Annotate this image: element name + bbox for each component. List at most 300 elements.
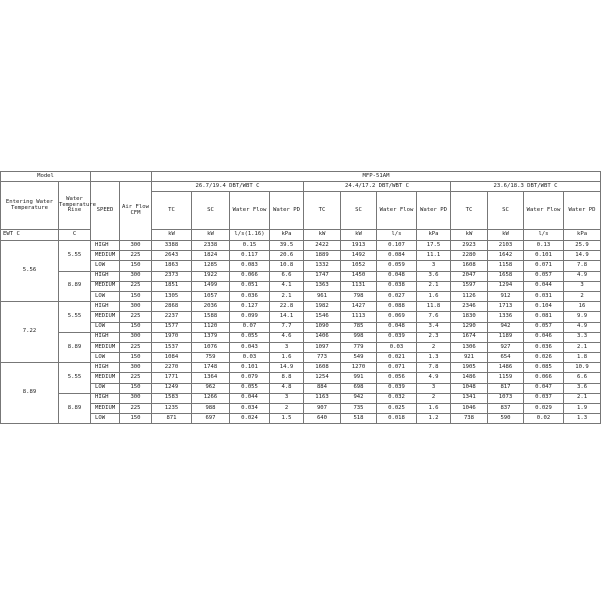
table-row xyxy=(1,393,601,403)
value-cell: 0.059 xyxy=(377,261,417,271)
unit-cell: kPa xyxy=(270,230,304,241)
value-cell: 698 xyxy=(341,383,377,393)
ewt-cell: 8.89 xyxy=(1,363,59,424)
value-cell: 1713 xyxy=(488,302,524,312)
value-cell: 0.127 xyxy=(230,302,270,312)
value-cell: 0.085 xyxy=(524,363,564,373)
speed-cell: LOW xyxy=(91,291,120,301)
value-cell: 654 xyxy=(488,353,524,363)
water-rise-cell: 5.55 xyxy=(59,363,91,394)
airflow-cell: 300 xyxy=(120,393,152,403)
value-cell: 1771 xyxy=(152,373,192,383)
water-flow-header: Water Flow xyxy=(230,192,270,230)
value-cell: 1235 xyxy=(152,404,192,414)
value-cell: 22.8 xyxy=(270,302,304,312)
value-cell: 871 xyxy=(152,414,192,424)
airflow-header: Air Flow CFM xyxy=(120,182,152,241)
value-cell: 942 xyxy=(488,322,524,332)
value-cell: 0.03 xyxy=(230,353,270,363)
ewt-unit: EWT C xyxy=(1,230,59,241)
table-row xyxy=(1,342,601,352)
value-cell: 0.047 xyxy=(524,383,564,393)
value-cell: 0.055 xyxy=(230,383,270,393)
tc-header: TC xyxy=(152,192,192,230)
value-cell: 988 xyxy=(192,404,230,414)
value-cell: 0.057 xyxy=(524,271,564,281)
water-rise-cell: 8.89 xyxy=(59,332,91,363)
value-cell: 1642 xyxy=(488,251,524,261)
value-cell: 3.6 xyxy=(417,271,451,281)
value-cell: 1159 xyxy=(488,373,524,383)
value-cell: 0.083 xyxy=(230,261,270,271)
value-cell: 1290 xyxy=(451,322,488,332)
table-row xyxy=(1,353,601,363)
value-cell: 7.8 xyxy=(564,261,601,271)
value-cell: 0.055 xyxy=(230,332,270,342)
value-cell: 1076 xyxy=(192,342,230,352)
value-cell: 0.084 xyxy=(377,251,417,261)
value-cell: 1266 xyxy=(192,393,230,403)
value-cell: 0.026 xyxy=(524,353,564,363)
value-cell: 921 xyxy=(451,353,488,363)
condition-row xyxy=(1,182,601,192)
value-cell: 14.1 xyxy=(270,312,304,322)
table-row xyxy=(1,251,601,261)
airflow-cell: 225 xyxy=(120,312,152,322)
value-cell: 1163 xyxy=(304,393,341,403)
value-cell: 1.3 xyxy=(417,353,451,363)
value-cell: 0.018 xyxy=(377,414,417,424)
value-cell: 991 xyxy=(341,373,377,383)
value-cell: 1158 xyxy=(488,261,524,271)
value-cell: 2270 xyxy=(152,363,192,373)
table-row xyxy=(1,414,601,424)
value-cell: 6.6 xyxy=(270,271,304,281)
value-cell: 0.03 xyxy=(377,342,417,352)
value-cell: 1097 xyxy=(304,342,341,352)
value-cell: 2 xyxy=(417,342,451,352)
value-cell: 2 xyxy=(417,393,451,403)
value-cell: 8.8 xyxy=(270,373,304,383)
value-cell: 1486 xyxy=(451,373,488,383)
value-cell: 20.6 xyxy=(270,251,304,261)
value-cell: 16 xyxy=(564,302,601,312)
value-cell: 942 xyxy=(341,393,377,403)
value-cell: 1363 xyxy=(304,281,341,291)
speed-cell: HIGH xyxy=(91,271,120,281)
airflow-cell: 300 xyxy=(120,302,152,312)
value-cell: 3.6 xyxy=(564,383,601,393)
value-cell: 2923 xyxy=(451,241,488,251)
value-cell: 0.056 xyxy=(377,373,417,383)
value-cell: 1577 xyxy=(152,322,192,332)
value-cell: 1486 xyxy=(488,363,524,373)
value-cell: 1120 xyxy=(192,322,230,332)
value-cell: 2643 xyxy=(152,251,192,261)
value-cell: 1.9 xyxy=(564,404,601,414)
value-cell: 1588 xyxy=(192,312,230,322)
table-row xyxy=(1,291,601,301)
value-cell: 14.9 xyxy=(270,363,304,373)
value-cell: 518 xyxy=(341,414,377,424)
value-cell: 2.3 xyxy=(417,332,451,342)
value-cell: 0.039 xyxy=(377,332,417,342)
value-cell: 1851 xyxy=(152,281,192,291)
value-cell: 1090 xyxy=(304,322,341,332)
value-cell: 0.021 xyxy=(377,353,417,363)
value-cell: 1658 xyxy=(488,271,524,281)
value-cell: 2.1 xyxy=(417,281,451,291)
value-cell: 1499 xyxy=(192,281,230,291)
value-cell: 3 xyxy=(270,342,304,352)
value-cell: 3 xyxy=(564,281,601,291)
water-flow-header: Water Flow xyxy=(524,192,564,230)
value-cell: 1305 xyxy=(152,291,192,301)
water-rise-cell: 5.55 xyxy=(59,302,91,333)
value-cell: 3.3 xyxy=(564,332,601,342)
value-cell: 0.032 xyxy=(377,393,417,403)
value-cell: 6.6 xyxy=(564,373,601,383)
unit-cell: kW xyxy=(152,230,192,241)
value-cell: 0.104 xyxy=(524,302,564,312)
speed-cell: MEDIUM xyxy=(91,342,120,352)
value-cell: 1270 xyxy=(341,363,377,373)
value-cell: 0.13 xyxy=(524,241,564,251)
condition-3-header: 23.6/18.3 DBT/WBT C xyxy=(451,182,601,192)
value-cell: 0.043 xyxy=(230,342,270,352)
model-spacer xyxy=(91,172,152,182)
condition-1-header: 26.7/19.4 DBT/WBT C xyxy=(152,182,304,192)
unit-cell: kPa xyxy=(417,230,451,241)
value-cell: 1546 xyxy=(304,312,341,322)
value-cell: 2 xyxy=(564,291,601,301)
value-cell: 3 xyxy=(417,261,451,271)
airflow-cell: 150 xyxy=(120,414,152,424)
unit-cell: l/s xyxy=(377,230,417,241)
value-cell: 4.9 xyxy=(417,373,451,383)
value-cell: 0.088 xyxy=(377,302,417,312)
value-cell: 0.029 xyxy=(524,404,564,414)
water-flow-header: Water Flow xyxy=(377,192,417,230)
value-cell: 3.4 xyxy=(417,322,451,332)
performance-table xyxy=(0,171,601,424)
airflow-cell: 150 xyxy=(120,383,152,393)
value-cell: 1863 xyxy=(152,261,192,271)
value-cell: 590 xyxy=(488,414,524,424)
value-cell: 7.8 xyxy=(417,363,451,373)
value-cell: 1747 xyxy=(304,271,341,281)
value-cell: 0.069 xyxy=(377,312,417,322)
value-cell: 0.107 xyxy=(377,241,417,251)
airflow-cell: 225 xyxy=(120,251,152,261)
airflow-cell: 150 xyxy=(120,353,152,363)
value-cell: 785 xyxy=(341,322,377,332)
value-cell: 1597 xyxy=(451,281,488,291)
value-cell: 1189 xyxy=(488,332,524,342)
value-cell: 1364 xyxy=(192,373,230,383)
speed-cell: MEDIUM xyxy=(91,281,120,291)
table-body xyxy=(1,172,601,424)
value-cell: 0.038 xyxy=(377,281,417,291)
value-cell: 1332 xyxy=(304,261,341,271)
sc-header: SC xyxy=(192,192,230,230)
unit-cell: kW xyxy=(192,230,230,241)
value-cell: 0.025 xyxy=(377,404,417,414)
table-row xyxy=(1,363,601,373)
value-cell: 1285 xyxy=(192,261,230,271)
value-cell: 2.1 xyxy=(270,291,304,301)
speed-cell: LOW xyxy=(91,414,120,424)
table-row xyxy=(1,241,601,251)
value-cell: 912 xyxy=(488,291,524,301)
water-rise-cell: 8.89 xyxy=(59,271,91,302)
value-cell: 1336 xyxy=(488,312,524,322)
value-cell: 25.9 xyxy=(564,241,601,251)
value-cell: 1073 xyxy=(488,393,524,403)
speed-cell: HIGH xyxy=(91,241,120,251)
sc-header: SC xyxy=(341,192,377,230)
value-cell: 0.046 xyxy=(524,332,564,342)
unit-cell: kW xyxy=(451,230,488,241)
value-cell: 962 xyxy=(192,383,230,393)
performance-sheet xyxy=(0,171,600,424)
value-cell: 14.9 xyxy=(564,251,601,261)
value-cell: 0.024 xyxy=(230,414,270,424)
value-cell: 837 xyxy=(488,404,524,414)
value-cell: 759 xyxy=(192,353,230,363)
speed-cell: HIGH xyxy=(91,302,120,312)
value-cell: 735 xyxy=(341,404,377,414)
value-cell: 1608 xyxy=(304,363,341,373)
value-cell: 7.7 xyxy=(270,322,304,332)
value-cell: 1830 xyxy=(451,312,488,322)
value-cell: 0.037 xyxy=(524,393,564,403)
value-cell: 3 xyxy=(270,393,304,403)
value-cell: 549 xyxy=(341,353,377,363)
table-row xyxy=(1,261,601,271)
unit-cell: l/s(1.16) xyxy=(230,230,270,241)
table-row xyxy=(1,271,601,281)
value-cell: 2346 xyxy=(451,302,488,312)
table-row xyxy=(1,373,601,383)
value-cell: 2422 xyxy=(304,241,341,251)
value-cell: 1427 xyxy=(341,302,377,312)
value-cell: 2.1 xyxy=(564,393,601,403)
value-cell: 0.044 xyxy=(524,281,564,291)
water-rise-header: Water Temperature Rise xyxy=(59,182,91,230)
model-name: MFP-51AM xyxy=(152,172,601,182)
airflow-cell: 150 xyxy=(120,291,152,301)
value-cell: 1084 xyxy=(152,353,192,363)
ewt-header: Entering Water Temperature xyxy=(1,182,59,230)
value-cell: 1982 xyxy=(304,302,341,312)
value-cell: 0.048 xyxy=(377,271,417,281)
value-cell: 998 xyxy=(341,332,377,342)
value-cell: 1.6 xyxy=(417,291,451,301)
value-cell: 2373 xyxy=(152,271,192,281)
airflow-cell: 225 xyxy=(120,373,152,383)
value-cell: 11.8 xyxy=(417,302,451,312)
value-cell: 1379 xyxy=(192,332,230,342)
value-cell: 1889 xyxy=(304,251,341,261)
value-cell: 1131 xyxy=(341,281,377,291)
value-cell: 4.8 xyxy=(270,383,304,393)
table-row xyxy=(1,302,601,312)
value-cell: 9.9 xyxy=(564,312,601,322)
value-cell: 0.066 xyxy=(524,373,564,383)
value-cell: 1.8 xyxy=(564,353,601,363)
table-row xyxy=(1,332,601,342)
value-cell: 907 xyxy=(304,404,341,414)
value-cell: 2 xyxy=(270,404,304,414)
value-cell: 0.039 xyxy=(377,383,417,393)
value-cell: 0.079 xyxy=(230,373,270,383)
airflow-cell: 225 xyxy=(120,342,152,352)
value-cell: 817 xyxy=(488,383,524,393)
model-label: Model xyxy=(1,172,91,182)
value-cell: 0.048 xyxy=(377,322,417,332)
value-cell: 2047 xyxy=(451,271,488,281)
value-cell: 10.8 xyxy=(270,261,304,271)
speed-cell: HIGH xyxy=(91,393,120,403)
value-cell: 1306 xyxy=(451,342,488,352)
value-cell: 0.036 xyxy=(230,291,270,301)
tc-header: TC xyxy=(451,192,488,230)
table-row xyxy=(1,312,601,322)
value-cell: 1748 xyxy=(192,363,230,373)
sc-header: SC xyxy=(488,192,524,230)
value-cell: 2868 xyxy=(152,302,192,312)
value-cell: 0.036 xyxy=(524,342,564,352)
value-cell: 1.6 xyxy=(270,353,304,363)
speed-cell: HIGH xyxy=(91,332,120,342)
value-cell: 39.5 xyxy=(270,241,304,251)
value-cell: 1052 xyxy=(341,261,377,271)
tc-header: TC xyxy=(304,192,341,230)
value-cell: 1913 xyxy=(341,241,377,251)
table-row xyxy=(1,404,601,414)
value-cell: 3388 xyxy=(152,241,192,251)
value-cell: 4.9 xyxy=(564,271,601,281)
value-cell: 884 xyxy=(304,383,341,393)
value-cell: 0.101 xyxy=(230,363,270,373)
value-cell: 0.101 xyxy=(524,251,564,261)
value-cell: 1249 xyxy=(152,383,192,393)
value-cell: 1341 xyxy=(451,393,488,403)
value-cell: 1537 xyxy=(152,342,192,352)
value-cell: 0.15 xyxy=(230,241,270,251)
value-cell: 0.071 xyxy=(524,261,564,271)
value-cell: 0.027 xyxy=(377,291,417,301)
value-cell: 1.5 xyxy=(270,414,304,424)
unit-cell: l/s xyxy=(524,230,564,241)
value-cell: 1492 xyxy=(341,251,377,261)
condition-2-header: 24.4/17.2 DBT/WBT C xyxy=(304,182,451,192)
speed-cell: MEDIUM xyxy=(91,404,120,414)
value-cell: 4.9 xyxy=(564,322,601,332)
airflow-cell: 225 xyxy=(120,281,152,291)
value-cell: 1970 xyxy=(152,332,192,342)
airflow-cell: 300 xyxy=(120,363,152,373)
speed-cell: MEDIUM xyxy=(91,373,120,383)
water-rise-unit: C xyxy=(59,230,91,241)
value-cell: 1.6 xyxy=(417,404,451,414)
airflow-cell: 225 xyxy=(120,404,152,414)
airflow-cell: 300 xyxy=(120,271,152,281)
value-cell: 2237 xyxy=(152,312,192,322)
table-row xyxy=(1,281,601,291)
value-cell: 0.099 xyxy=(230,312,270,322)
value-cell: 11.1 xyxy=(417,251,451,261)
value-cell: 0.117 xyxy=(230,251,270,261)
value-cell: 0.051 xyxy=(230,281,270,291)
speed-cell: LOW xyxy=(91,261,120,271)
value-cell: 1113 xyxy=(341,312,377,322)
unit-cell: kW xyxy=(488,230,524,241)
value-cell: 2280 xyxy=(451,251,488,261)
value-cell: 1583 xyxy=(152,393,192,403)
value-cell: 738 xyxy=(451,414,488,424)
speed-cell: LOW xyxy=(91,383,120,393)
water-pd-header: Water PD xyxy=(564,192,601,230)
unit-cell: kPa xyxy=(564,230,601,241)
value-cell: 773 xyxy=(304,353,341,363)
value-cell: 1294 xyxy=(488,281,524,291)
value-cell: 0.066 xyxy=(230,271,270,281)
value-cell: 4.1 xyxy=(270,281,304,291)
value-cell: 0.071 xyxy=(377,363,417,373)
value-cell: 1922 xyxy=(192,271,230,281)
value-cell: 1057 xyxy=(192,291,230,301)
speed-cell: LOW xyxy=(91,322,120,332)
value-cell: 0.07 xyxy=(230,322,270,332)
water-pd-header: Water PD xyxy=(270,192,304,230)
airflow-cell: 300 xyxy=(120,241,152,251)
value-cell: 1.3 xyxy=(564,414,601,424)
value-cell: 1608 xyxy=(451,261,488,271)
ewt-cell: 5.56 xyxy=(1,241,59,302)
table-row xyxy=(1,322,601,332)
value-cell: 2338 xyxy=(192,241,230,251)
unit-cell: kW xyxy=(341,230,377,241)
value-cell: 1.2 xyxy=(417,414,451,424)
ewt-cell: 7.22 xyxy=(1,302,59,363)
table-row xyxy=(1,383,601,393)
value-cell: 1450 xyxy=(341,271,377,281)
value-cell: 17.5 xyxy=(417,241,451,251)
value-cell: 2036 xyxy=(192,302,230,312)
value-cell: 1254 xyxy=(304,373,341,383)
value-cell: 779 xyxy=(341,342,377,352)
value-cell: 1126 xyxy=(451,291,488,301)
value-cell: 927 xyxy=(488,342,524,352)
value-cell: 961 xyxy=(304,291,341,301)
speed-cell: LOW xyxy=(91,353,120,363)
value-cell: 3 xyxy=(417,383,451,393)
speed-cell: MEDIUM xyxy=(91,312,120,322)
airflow-cell: 150 xyxy=(120,322,152,332)
water-rise-cell: 8.89 xyxy=(59,393,91,424)
value-cell: 0.034 xyxy=(230,404,270,414)
water-rise-cell: 5.55 xyxy=(59,241,91,272)
airflow-cell: 300 xyxy=(120,332,152,342)
value-cell: 4.6 xyxy=(270,332,304,342)
unit-cell: kW xyxy=(304,230,341,241)
value-cell: 0.081 xyxy=(524,312,564,322)
speed-header: SPEED xyxy=(91,182,120,241)
value-cell: 640 xyxy=(304,414,341,424)
value-cell: 7.6 xyxy=(417,312,451,322)
